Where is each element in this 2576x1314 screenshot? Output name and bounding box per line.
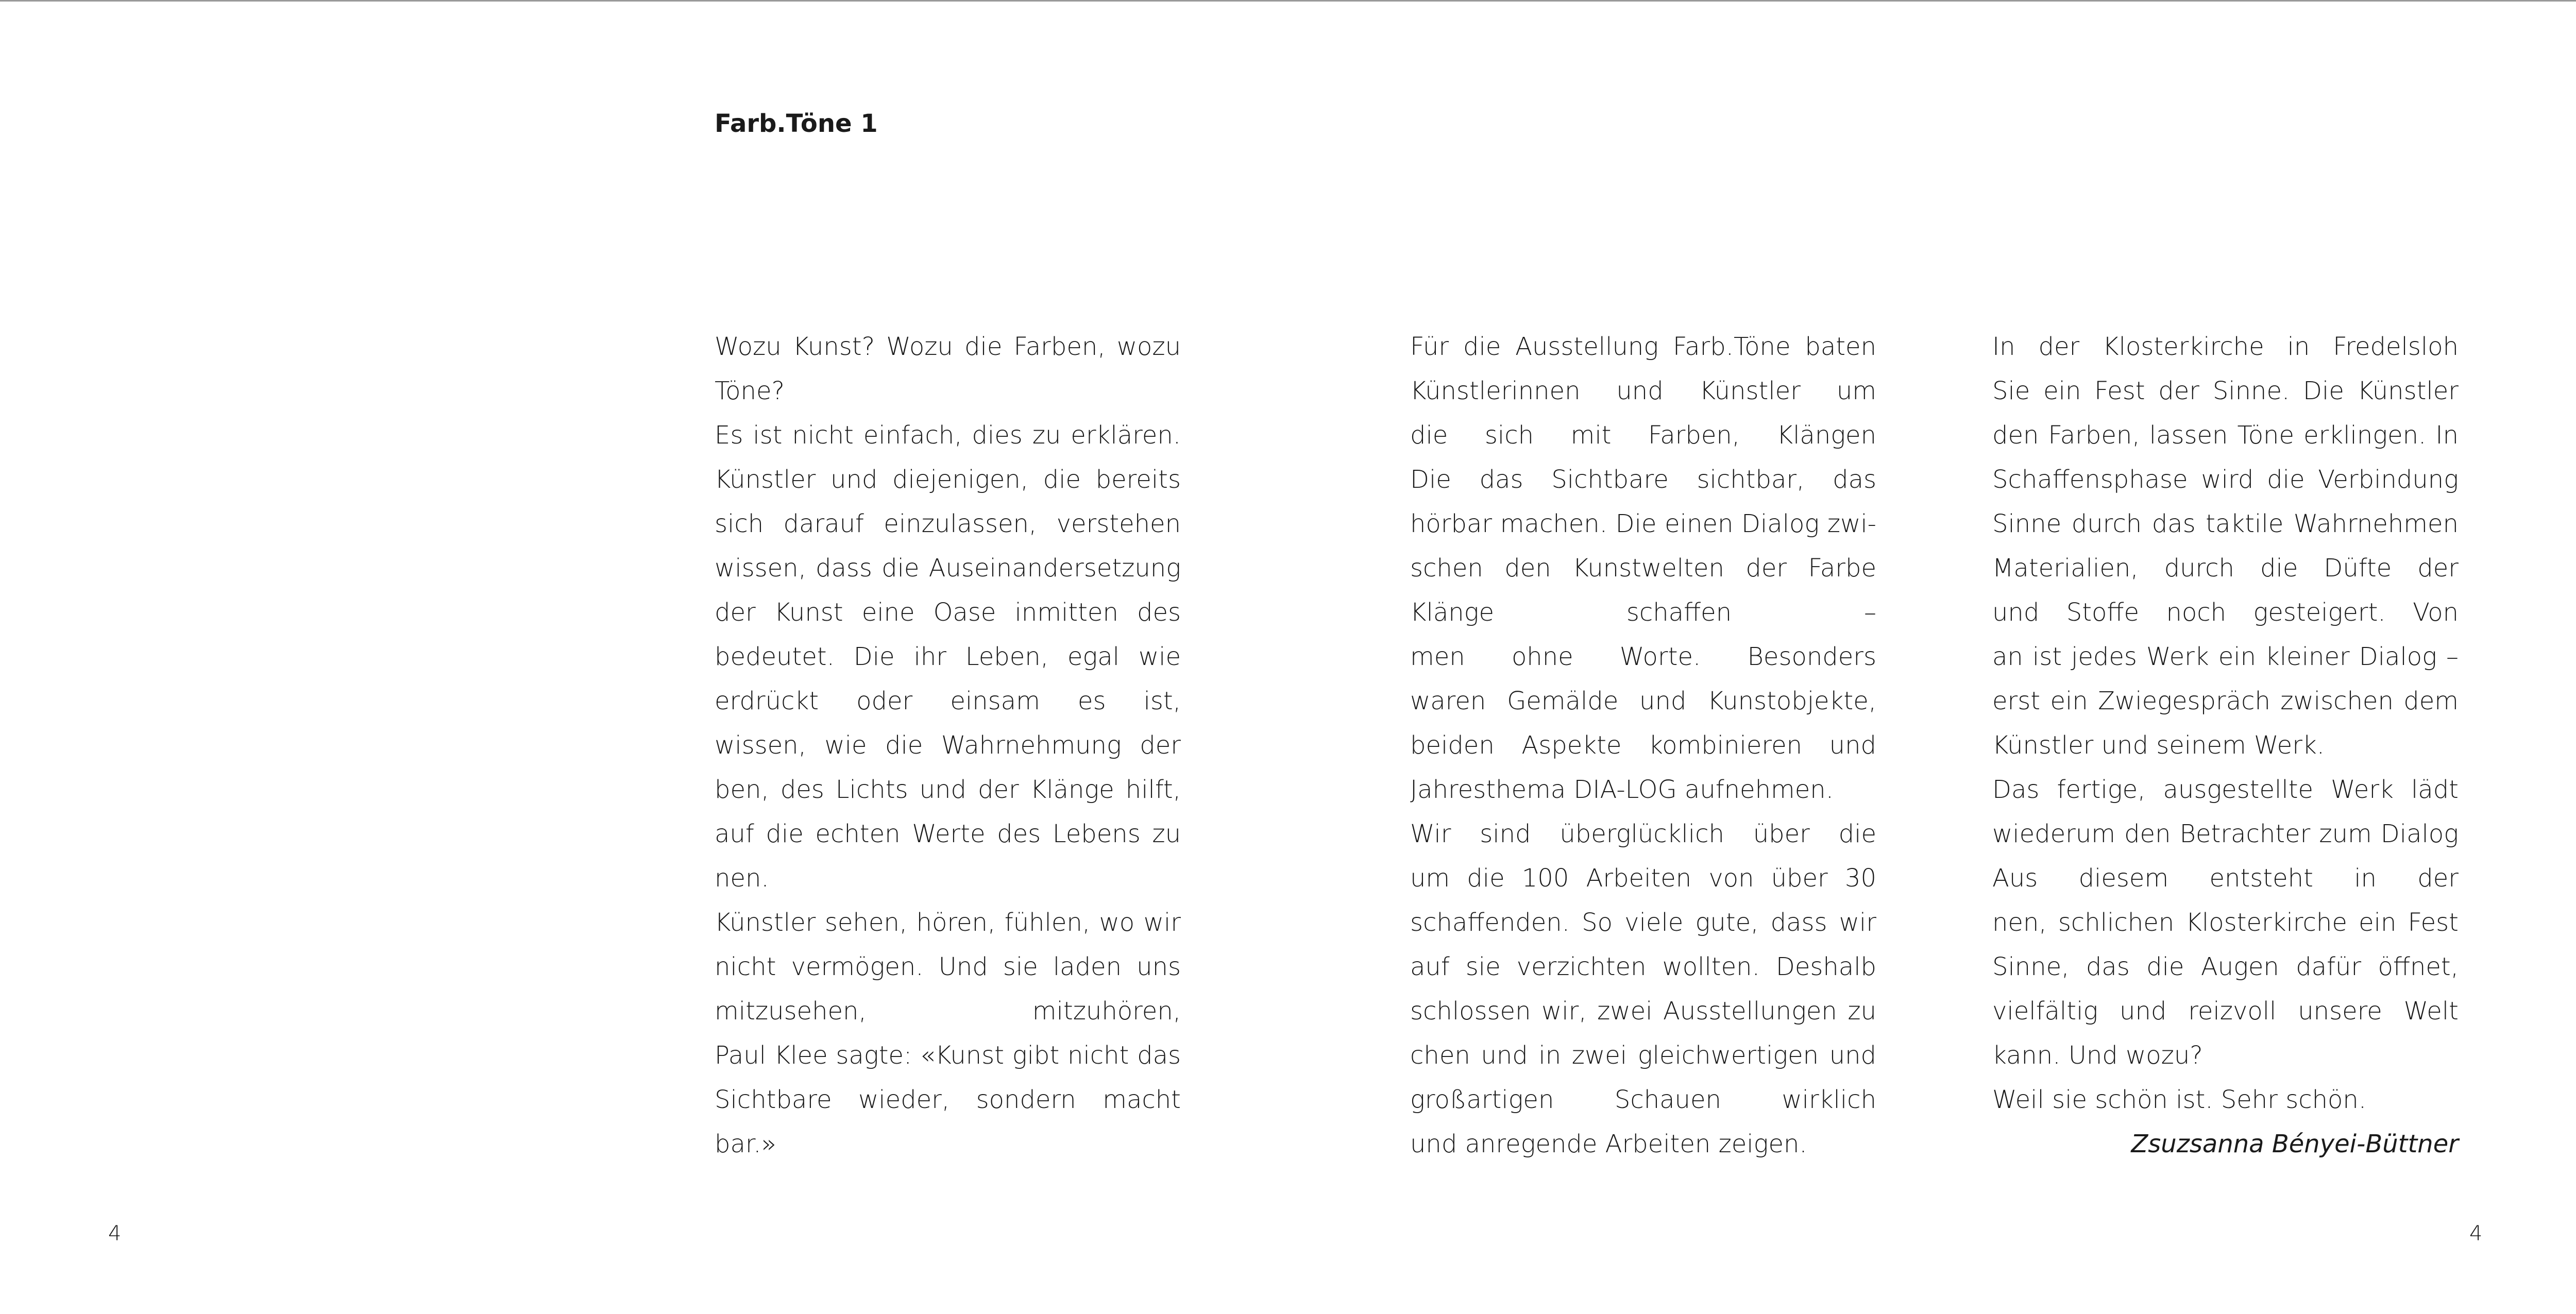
text-line: Jahresthema DIA-LOG aufnehmen. xyxy=(1410,775,1834,804)
text-line: Sinne durch das taktile Wahrnehmen xyxy=(1992,509,2459,538)
text-line: nicht vermögen. Und sie laden uns xyxy=(715,952,1181,981)
text-line: ben, des Lichts und der Klänge hilft, xyxy=(715,775,1181,804)
page-number-right: 4 xyxy=(2469,1222,2483,1245)
text-line: erdrückt oder einsam es ist, xyxy=(715,687,1181,715)
text-column-3 xyxy=(1992,325,2459,1166)
text-line: Für die Ausstellung Farb.Töne baten xyxy=(1410,332,1876,361)
text-line: Wir sind überglücklich über die xyxy=(1410,820,1876,848)
text-line: Weil sie schön ist. Sehr schön. xyxy=(1992,1085,2367,1114)
text-line: bedeutet. Die ihr Leben, egal wie xyxy=(715,642,1181,671)
text-line: men ohne Worte. Besonders xyxy=(1410,642,1876,671)
text-line: der Kunst eine Oase inmitten des xyxy=(715,598,1181,627)
text-line: Töne? xyxy=(715,377,785,405)
text-line: bar.» xyxy=(715,1130,776,1158)
text-line: schen den Kunstwelten der Farbe xyxy=(1410,554,1876,583)
text-line: nen. xyxy=(715,864,769,893)
text-line: Sichtbare wieder, sondern macht xyxy=(715,1085,1181,1114)
text-line: nen, schlichen Klosterkirche ein Fest xyxy=(1992,908,2459,937)
text-line: Sinne, das die Augen dafür öffnet, xyxy=(1992,952,2459,981)
text-line: beiden Aspekte kombinieren und xyxy=(1410,731,1876,760)
text-line: auf die echten Werte des Lebens zu xyxy=(715,820,1181,848)
text-line: die sich mit Farben, Klängen xyxy=(1410,421,1876,450)
text-line: Künstler sehen, hören, fühlen, wo wir xyxy=(715,908,1181,937)
text-line: Künstler und diejenigen, die bereits xyxy=(715,465,1181,494)
page-number-left: 4 xyxy=(108,1222,122,1245)
text-line: kann. Und wozu? xyxy=(1992,1041,2203,1070)
text-line: Künstler und seinem Werk. xyxy=(1992,731,2325,760)
text-line: Wozu Kunst? Wozu die Farben, wozu xyxy=(715,332,1181,361)
text-line: mitzusehen, mitzuhören, xyxy=(715,997,1181,1026)
text-line: und anregende Arbeiten zeigen. xyxy=(1410,1130,1807,1158)
text-line: schaffenden. So viele gute, dass wir xyxy=(1410,908,1876,937)
text-line: In der Klosterkirche in Fredelsloh xyxy=(1992,332,2459,361)
text-line: Das fertige, ausgestellte Werk lädt xyxy=(1992,775,2459,804)
top-rule xyxy=(0,0,2576,2)
text-line: um die 100 Arbeiten von über 30 xyxy=(1410,864,1876,893)
text-line: erst ein Zwiegespräch zwischen dem xyxy=(1992,687,2459,715)
text-line: schlossen wir, zwei Ausstellungen zu xyxy=(1410,997,1876,1026)
text-line: wiederum den Betrachter zum Dialog xyxy=(1992,820,2459,848)
text-line: Sie ein Fest der Sinne. Die Künstler xyxy=(1992,377,2459,405)
text-line: Die das Sichtbare sichtbar, das xyxy=(1410,465,1876,494)
text-line: waren Gemälde und Kunstobjekte, xyxy=(1410,687,1876,715)
text-column-1 xyxy=(715,325,1181,1166)
text-line: Aus diesem entsteht in der xyxy=(1992,864,2459,893)
text-line: wissen, wie die Wahrnehmung der xyxy=(715,731,1181,760)
text-line: großartigen Schauen wirklich xyxy=(1410,1085,1876,1114)
page-title: Farb.Töne 1 xyxy=(715,109,878,138)
text-line: Es ist nicht einfach, dies zu erklären. xyxy=(715,421,1181,450)
text-line: den Farben, lassen Töne erklingen. In xyxy=(1992,421,2459,450)
text-line: Klänge schaffen – xyxy=(1410,598,1876,627)
text-line: Paul Klee sagte: «Kunst gibt nicht das xyxy=(715,1041,1181,1070)
text-line: an ist jedes Werk ein kleiner Dialog – xyxy=(1992,642,2459,671)
text-line: Materialien, durch die Düfte der xyxy=(1992,554,2459,583)
text-line: Schaffensphase wird die Verbindung xyxy=(1992,465,2459,494)
author-signature: Zsuzsanna Bényei-Büttner xyxy=(2131,1130,2459,1158)
text-line: chen und in zwei gleichwertigen und xyxy=(1410,1041,1876,1070)
text-line: sich darauf einzulassen, verstehen xyxy=(715,509,1181,538)
text-line: wissen, dass die Auseinandersetzung xyxy=(715,554,1181,583)
text-line: und Stoffe noch gesteigert. Von xyxy=(1992,598,2459,627)
text-column-2 xyxy=(1410,325,1876,1166)
text-line: auf sie verzichten wollten. Deshalb xyxy=(1410,952,1876,981)
text-line: hörbar machen. Die einen Dialog zwi- xyxy=(1410,509,1876,538)
text-line: Künstlerinnen und Künstler um xyxy=(1410,377,1876,405)
text-line: vielfältig und reizvoll unsere Welt xyxy=(1992,997,2459,1026)
